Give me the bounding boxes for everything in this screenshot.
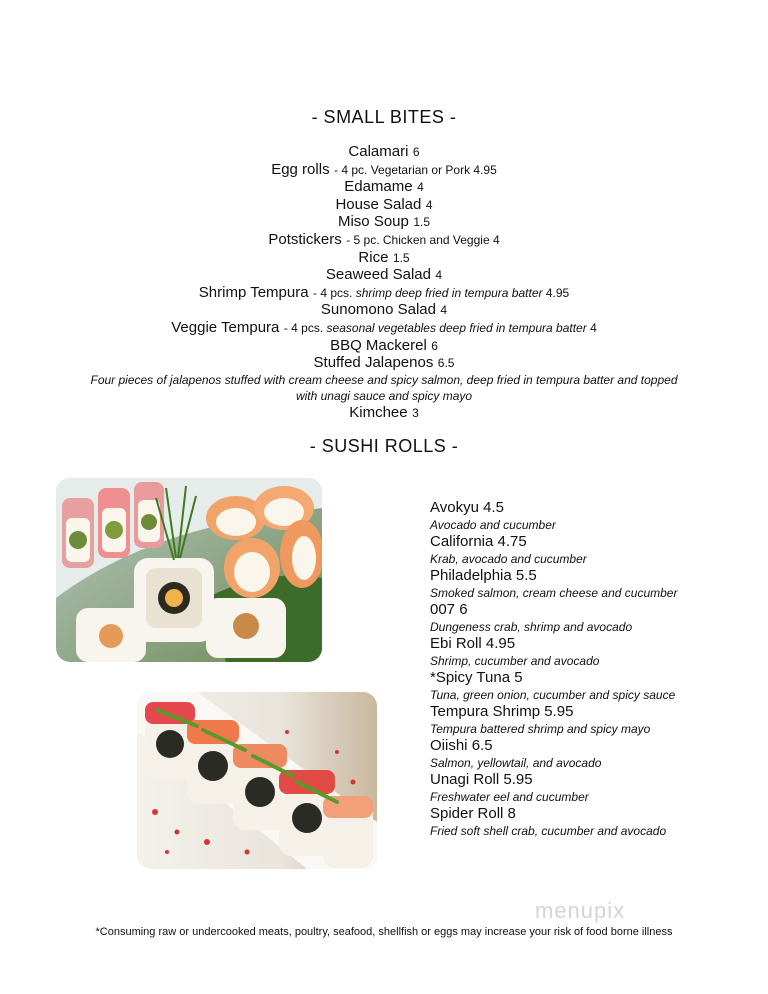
roll-item <box>430 805 750 839</box>
sushi-photo-1 <box>56 478 322 662</box>
item-price: 3 <box>412 405 419 420</box>
roll-price: 5 <box>514 669 523 686</box>
item-price: 4 <box>440 303 448 318</box>
roll-item <box>430 601 750 635</box>
menu-item <box>0 231 768 249</box>
menu-item <box>0 213 768 231</box>
roll-name: Oiishi <box>430 737 468 754</box>
menu-item <box>0 143 768 161</box>
item-price: 4 <box>435 268 443 283</box>
item-price: 4 <box>417 180 424 195</box>
item-price: 1.5 <box>413 215 430 230</box>
item-desc-italic: seasonal vegetables deep fried in tempura batter <box>326 320 587 335</box>
item-name: Seaweed Salad <box>325 266 431 284</box>
item-name: Shrimp Tempura <box>198 283 309 301</box>
item-name: Veggie Tempura <box>171 318 280 336</box>
roll-price: 6 <box>459 601 468 618</box>
roll-item <box>430 703 750 737</box>
menu-item <box>0 284 768 302</box>
item-name: Rice <box>358 248 389 266</box>
item-name: Sunomono Salad <box>320 301 436 319</box>
roll-name: *Spicy Tuna <box>430 669 511 686</box>
roll-description: Freshwater eel and cucumber <box>430 790 589 804</box>
menu-item <box>0 404 768 422</box>
small-bites-title: - SMALL BITES - <box>311 107 457 127</box>
sushi-photo-2 <box>137 692 377 869</box>
roll-item <box>430 771 750 805</box>
roll-item <box>430 567 750 601</box>
roll-item <box>430 499 750 533</box>
item-name: Stuffed Jalapenos <box>313 354 434 372</box>
roll-item <box>430 533 750 567</box>
roll-name: Tempura Shrimp <box>430 703 541 720</box>
roll-description: Smoked salmon, cream cheese and cucumber <box>430 586 678 600</box>
item-name: Kimchee <box>349 403 408 421</box>
roll-item <box>430 635 750 669</box>
roll-name: Unagi Roll <box>430 771 500 788</box>
item-price: 1.5 <box>392 250 410 265</box>
roll-price: 5.5 <box>515 567 537 584</box>
item-price: 4 <box>425 197 433 212</box>
roll-description: Salmon, yellowtail, and avocado <box>430 756 602 770</box>
sushi-rolls-list <box>430 499 750 839</box>
roll-name: Ebi Roll <box>430 635 482 652</box>
item-price: 4.95 <box>545 285 570 300</box>
item-name: Edamame <box>344 178 413 196</box>
roll-name: 007 <box>430 601 456 618</box>
item-desc-prefix: - 4 pcs. <box>313 285 353 300</box>
roll-price: 8 <box>507 805 516 822</box>
item-name: Potstickers <box>268 230 342 248</box>
roll-price: 4.5 <box>483 499 504 516</box>
roll-name: Philadelphia <box>430 567 512 584</box>
menu-item <box>0 354 768 372</box>
roll-description: Tuna, green onion, cucumber and spicy sauce <box>430 688 676 702</box>
item-desc-italic: shrimp deep fried in tempura batter <box>355 285 543 300</box>
roll-price: 4.95 <box>485 635 516 652</box>
roll-description: Shrimp, cucumber and avocado <box>430 654 600 668</box>
item-price: 4 <box>590 320 597 335</box>
menu-item <box>0 249 768 267</box>
roll-description: Krab, avocado and cucumber <box>430 552 587 566</box>
roll-price: 5.95 <box>503 771 533 788</box>
menu-item <box>0 337 768 355</box>
menu-item <box>0 196 768 214</box>
roll-price: 6.5 <box>471 737 493 754</box>
menu-item <box>0 301 768 319</box>
roll-name: Spider Roll <box>430 805 504 822</box>
roll-description: Tempura battered shrimp and spicy mayo <box>430 722 651 736</box>
small-bites-list <box>0 143 768 421</box>
menu-item <box>0 319 768 337</box>
item-price: 6 <box>412 145 420 159</box>
menu-item <box>0 266 768 284</box>
item-description: - 4 pc. Vegetarian or Pork 4.95 <box>334 162 497 177</box>
item-price: 6.5 <box>437 356 455 371</box>
item-description <box>313 286 569 300</box>
item-note: Four pieces of jalapenos stuffed with cream cheese and spicy salmon, deep fried in tempura batter and topped with unagi sauce and spicy mayo <box>90 372 678 403</box>
sushi-rolls-title: - SUSHI ROLLS - <box>309 436 459 456</box>
food-safety-disclaimer: *Consuming raw or undercooked meats, poultry, seafood, shellfish or eggs may increase your risk of food borne illness <box>95 926 673 938</box>
roll-description: Fried soft shell crab, cucumber and avocado <box>430 824 667 838</box>
sushi-platter-image <box>56 478 322 662</box>
roll-name: California <box>430 533 494 550</box>
roll-price: 4.75 <box>497 533 527 550</box>
item-name: Calamari <box>348 143 409 160</box>
rainbow-roll-image <box>137 692 377 869</box>
item-description: - 5 pc. Chicken and Veggie 4 <box>346 232 500 247</box>
item-name: Egg rolls <box>271 160 330 178</box>
menu-item <box>0 178 768 196</box>
menu-item <box>0 161 768 179</box>
item-name: BBQ Mackerel <box>330 336 427 354</box>
roll-description: Avocado and cucumber <box>430 518 556 532</box>
roll-description: Dungeness crab, shrimp and avocado <box>430 620 633 634</box>
item-description <box>284 321 597 335</box>
roll-item <box>430 669 750 703</box>
item-desc-prefix: - 4 pcs. <box>283 320 324 335</box>
roll-name: Avokyu <box>430 499 479 516</box>
item-name: House Salad <box>335 195 422 213</box>
roll-item <box>430 737 750 771</box>
item-price: 6 <box>431 338 438 353</box>
roll-price: 5.95 <box>544 703 574 720</box>
item-name: Miso Soup <box>337 213 409 231</box>
menupix-watermark: menupix <box>535 898 626 923</box>
